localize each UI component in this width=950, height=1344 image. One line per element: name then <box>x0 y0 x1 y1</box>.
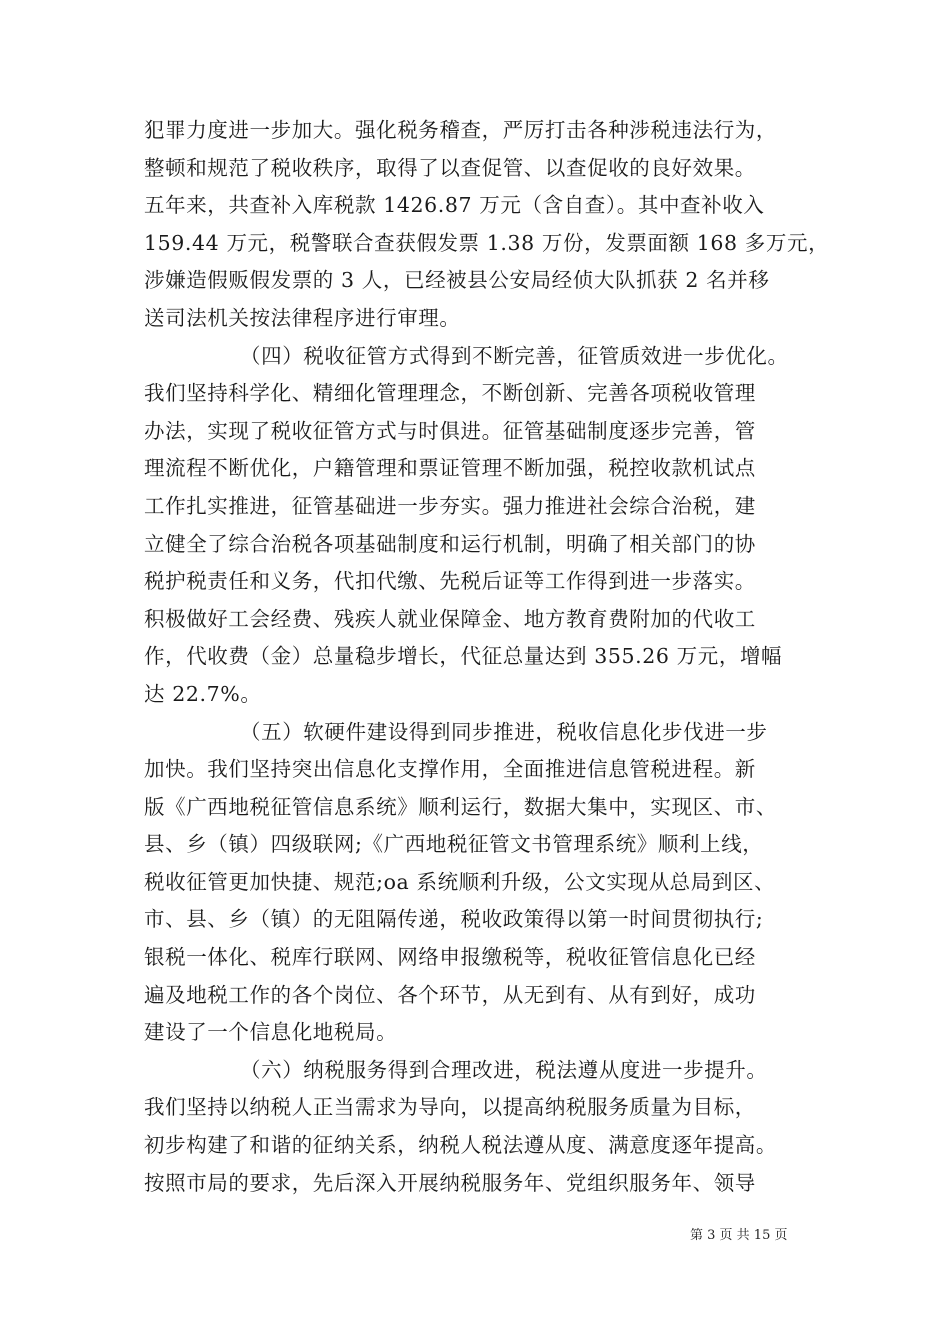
text-line: 加快。我们坚持突出信息化支撑作用，全面推进信息管税进程。新 <box>144 757 756 782</box>
text-line: 我们坚持以纳税人正当需求为导向，以提高纳税服务质量为目标， <box>144 1095 756 1120</box>
section-heading-line: （五）软硬件建设得到同步推进，税收信息化步伐进一步 <box>240 719 768 744</box>
section-heading-line: （四）税收征管方式得到不断完善，征管质效进一步优化。 <box>240 343 789 368</box>
text-line: 作，代收费（金）总量稳步增长，代征总量达到 355.26 万元，增幅 <box>144 644 783 669</box>
text-line: 整顿和规范了税收秩序，取得了以查促管、以查促收的良好效果。 <box>144 155 756 180</box>
text-line: 版《广西地税征管信息系统》顺利运行，数据大集中，实现区、市、 <box>144 794 777 819</box>
text-line: 理流程不断优化，户籍管理和票证管理不断加强，税控收款机试点 <box>144 456 756 481</box>
text-line: 县、乡（镇）四级联网;《广西地税征管文书管理系统》顺利上线， <box>144 832 764 857</box>
text-line: 达 22.7%。 <box>144 681 262 706</box>
text-line: 159.44 万元，税警联合查获假发票 1.38 万份，发票面额 168 多万元， <box>144 230 830 255</box>
page-number-footer: 第 3 页 共 15 页 <box>690 1228 788 1243</box>
section-heading-line: （六）纳税服务得到合理改进，税法遵从度进一步提升。 <box>240 1057 768 1082</box>
text-line: 工作扎实推进，征管基础进一步夯实。强力推进社会综合治税，建 <box>144 493 756 518</box>
text-line: 送司法机关按法律程序进行审理。 <box>144 305 461 330</box>
text-line: 积极做好工会经费、残疾人就业保障金、地方教育费附加的代收工 <box>144 606 756 631</box>
text-line: 五年来，共查补入库税款 1426.87 万元（含自查）。其中查补收入 <box>144 193 765 218</box>
text-line: 按照市局的要求，先后深入开展纳税服务年、党组织服务年、领导 <box>144 1170 756 1195</box>
text-line: 立健全了综合治税各项基础制度和运行机制，明确了相关部门的协 <box>144 531 756 556</box>
text-line: 犯罪力度进一步加大。强化税务稽查，严厉打击各种涉税违法行为， <box>144 118 777 142</box>
text-line: 办法，实现了税收征管方式与时俱进。征管基础制度逐步完善，管 <box>144 418 756 443</box>
text-line: 银税一体化、税库行联网、网络申报缴税等，税收征管信息化已经 <box>144 945 756 970</box>
text-line: 涉嫌造假贩假发票的 3 人，已经被县公安局经侦大队抓获 2 名并移 <box>144 268 770 293</box>
text-line: 遍及地税工作的各个岗位、各个环节，从无到有、从有到好，成功 <box>144 982 756 1007</box>
body-text <box>144 112 830 1202</box>
text-line: 税收征管更加快捷、规范;oa 系统顺利升级，公文实现从总局到区、 <box>144 869 776 894</box>
text-line: 建设了一个信息化地税局。 <box>144 1020 398 1045</box>
text-line: 初步构建了和谐的征纳关系，纳税人税法遵从度、满意度逐年提高。 <box>144 1133 777 1158</box>
text-line: 税护税责任和义务，代扣代缴、先税后证等工作得到进一步落实。 <box>144 569 756 594</box>
text-line: 市、县、乡（镇）的无阻隔传递，税收政策得以第一时间贯彻执行; <box>144 907 764 932</box>
text-line: 我们坚持科学化、精细化管理理念，不断创新、完善各项税收管理 <box>144 381 756 406</box>
